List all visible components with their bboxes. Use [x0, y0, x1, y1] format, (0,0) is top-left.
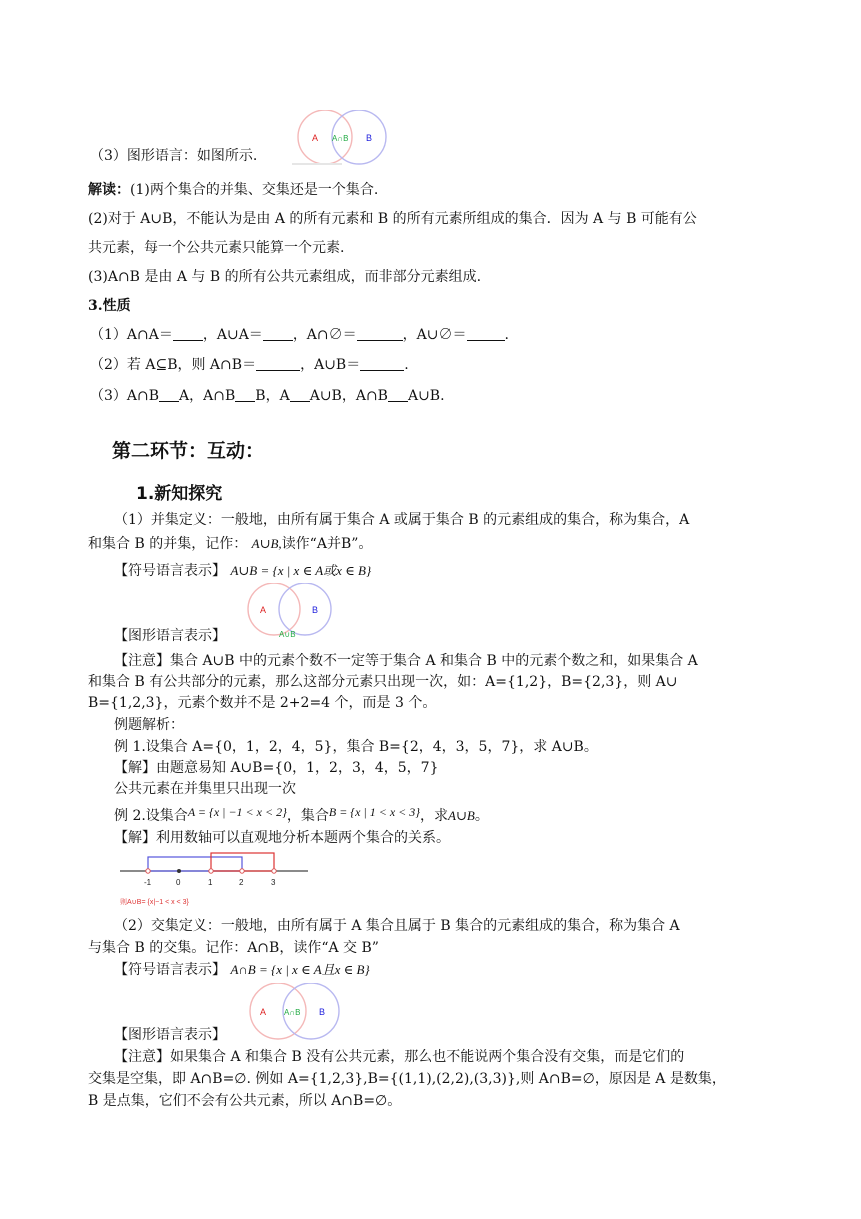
examples-label: 例题解析：	[114, 717, 184, 733]
union-definition-line-1: （1）并集定义：一般地，由所有属于集合 A 或属于集合 B 的元素组成的集合，称为集合，A	[114, 512, 690, 528]
union-note-line-2: 和集合 B 有公共部分的元素，那么这部分元素只出现一次，如：A={1,2}，B={2,3}，则 A∪	[88, 674, 678, 690]
venn-intersection-diagram-small	[292, 110, 392, 168]
tick-label-neg1: -1	[144, 878, 152, 887]
tick-label-1: 1	[208, 878, 213, 887]
reading-p2b: 共元素，每一个公共元素只能算一个元素.	[88, 240, 345, 256]
intersection-symbol-label: 【符号语言表示】	[114, 962, 226, 978]
venn-intersection-label-b: B	[319, 1007, 326, 1017]
reading-p1	[88, 180, 378, 201]
properties-row-2: （2）若 A⊆B，则 A∩B＝ ，A∪B＝ .	[90, 357, 409, 373]
properties-row-1: （1）A∩A＝ ，A∪A＝ ，A∩∅＝ ，A∪∅＝ .	[90, 327, 509, 343]
union-note-line-3: B={1,2,3}，元素个数并不是 2+2=4 个，而是 3 个。	[88, 695, 437, 711]
section-title: 第二环节：互动：	[112, 440, 265, 462]
venn-intersection-label-a: A	[260, 1007, 267, 1017]
properties-heading: 3.性质	[88, 298, 131, 314]
union-graph-label: 【图形语言表示】	[114, 628, 226, 644]
example-2: 例 2.设集合A = {x | −1 < x < 2}，集合B = {x | 1 < x < 3}，求A∪B。	[114, 805, 489, 824]
example-1-solution: 【解】由题意易知 A∪B={0，1，2，3，4，5，7}	[114, 760, 439, 776]
reading-p2a: (2)对于 A∪B，不能认为是由 A 的所有元素和 B 的所有元素所组成的集合．因为 A 与 B 可能有公	[88, 211, 697, 227]
venn-union-label-a: A	[260, 605, 267, 615]
reading-label: 解读：	[88, 182, 130, 198]
properties-row-3: （3）A∩B A，A∩B B，A A∪B，A∩B A∪B.	[90, 388, 445, 404]
union-formula: A∪B = {x | x ∈ A或x ∈ B}	[230, 563, 372, 578]
venn-label-a: A	[312, 133, 319, 143]
tick-label-0: 0	[176, 878, 181, 887]
section-subtitle: 1.新知探究	[136, 484, 223, 504]
union-symbol-label: 【符号语言表示】	[114, 563, 226, 579]
reading-p3: (3)A∩B 是由 A 与 B 的所有公共元素组成，而非部分元素组成.	[88, 269, 482, 285]
intersection-definition-line-2: 与集合 B 的交集。记作：A∩B，读作“A 交 B”	[88, 940, 379, 956]
example-1: 例 1.设集合 A={0，1，2，4，5}，集合 B={2，4，3，5，7}，求 A∪B。	[114, 739, 598, 755]
intersection-definition-line-1: （2）交集定义：一般地，由所有属于 A 集合且属于 B 集合的元素组成的集合，称为集合 A	[114, 918, 680, 934]
graph-language-item: （3）图形语言：如图所示.	[90, 148, 258, 164]
venn-label-intersection: A∩B	[332, 134, 349, 143]
venn-intersection-diagram	[245, 983, 345, 1043]
venn-intersection-label-mid: A∩B	[284, 1008, 301, 1017]
number-line-diagram	[118, 852, 318, 910]
intersection-graph-label: 【图形语言表示】	[114, 1027, 226, 1043]
tick-label-2: 2	[239, 878, 244, 887]
intersection-note-line-2: 交集是空集，即 A∩B=∅. 例如 A={1,2,3},B={(1,1),(2,2),(3,3)},则 A∩B=∅，原因是 A 是数集，	[88, 1071, 726, 1087]
union-definition-line-2: 和集合 B 的并集，记作： A∪B,读作“A并B”。	[88, 536, 373, 552]
tick-label-3: 3	[271, 878, 276, 887]
intersection-note-line-3: B 是点集，它们不会有公共元素，所以 A∩B=∅。	[88, 1093, 402, 1109]
example-1-note: 公共元素在并集里只出现一次	[114, 781, 296, 797]
set-a-interval	[148, 857, 242, 871]
venn-union-label-b: B	[312, 605, 319, 615]
venn-union-diagram	[242, 583, 338, 641]
intersection-formula: A∩B = {x | x ∈ A且x ∈ B}	[230, 962, 370, 977]
reading-text-1: (1)两个集合的并集、交集还是一个集合.	[130, 182, 379, 198]
number-line-caption: 则A∪B= {x|−1 < x < 3}	[120, 899, 189, 906]
example-2-solution: 【解】利用数轴可以直观地分析本题两个集合的关系。	[114, 830, 450, 846]
union-symbol-line	[114, 561, 371, 582]
venn-label-b: B	[366, 133, 373, 143]
intersection-symbol-line	[114, 960, 370, 981]
union-note-line-1: 【注意】集合 A∪B 中的元素个数不一定等于集合 A 和集合 B 中的元素个数之和，如果集合 A	[114, 653, 698, 669]
intersection-note-line-1: 【注意】如果集合 A 和集合 B 没有公共元素，那么也不能说两个集合没有交集，而是它们的	[114, 1049, 685, 1065]
venn-union-caption: A∪B	[279, 630, 296, 639]
